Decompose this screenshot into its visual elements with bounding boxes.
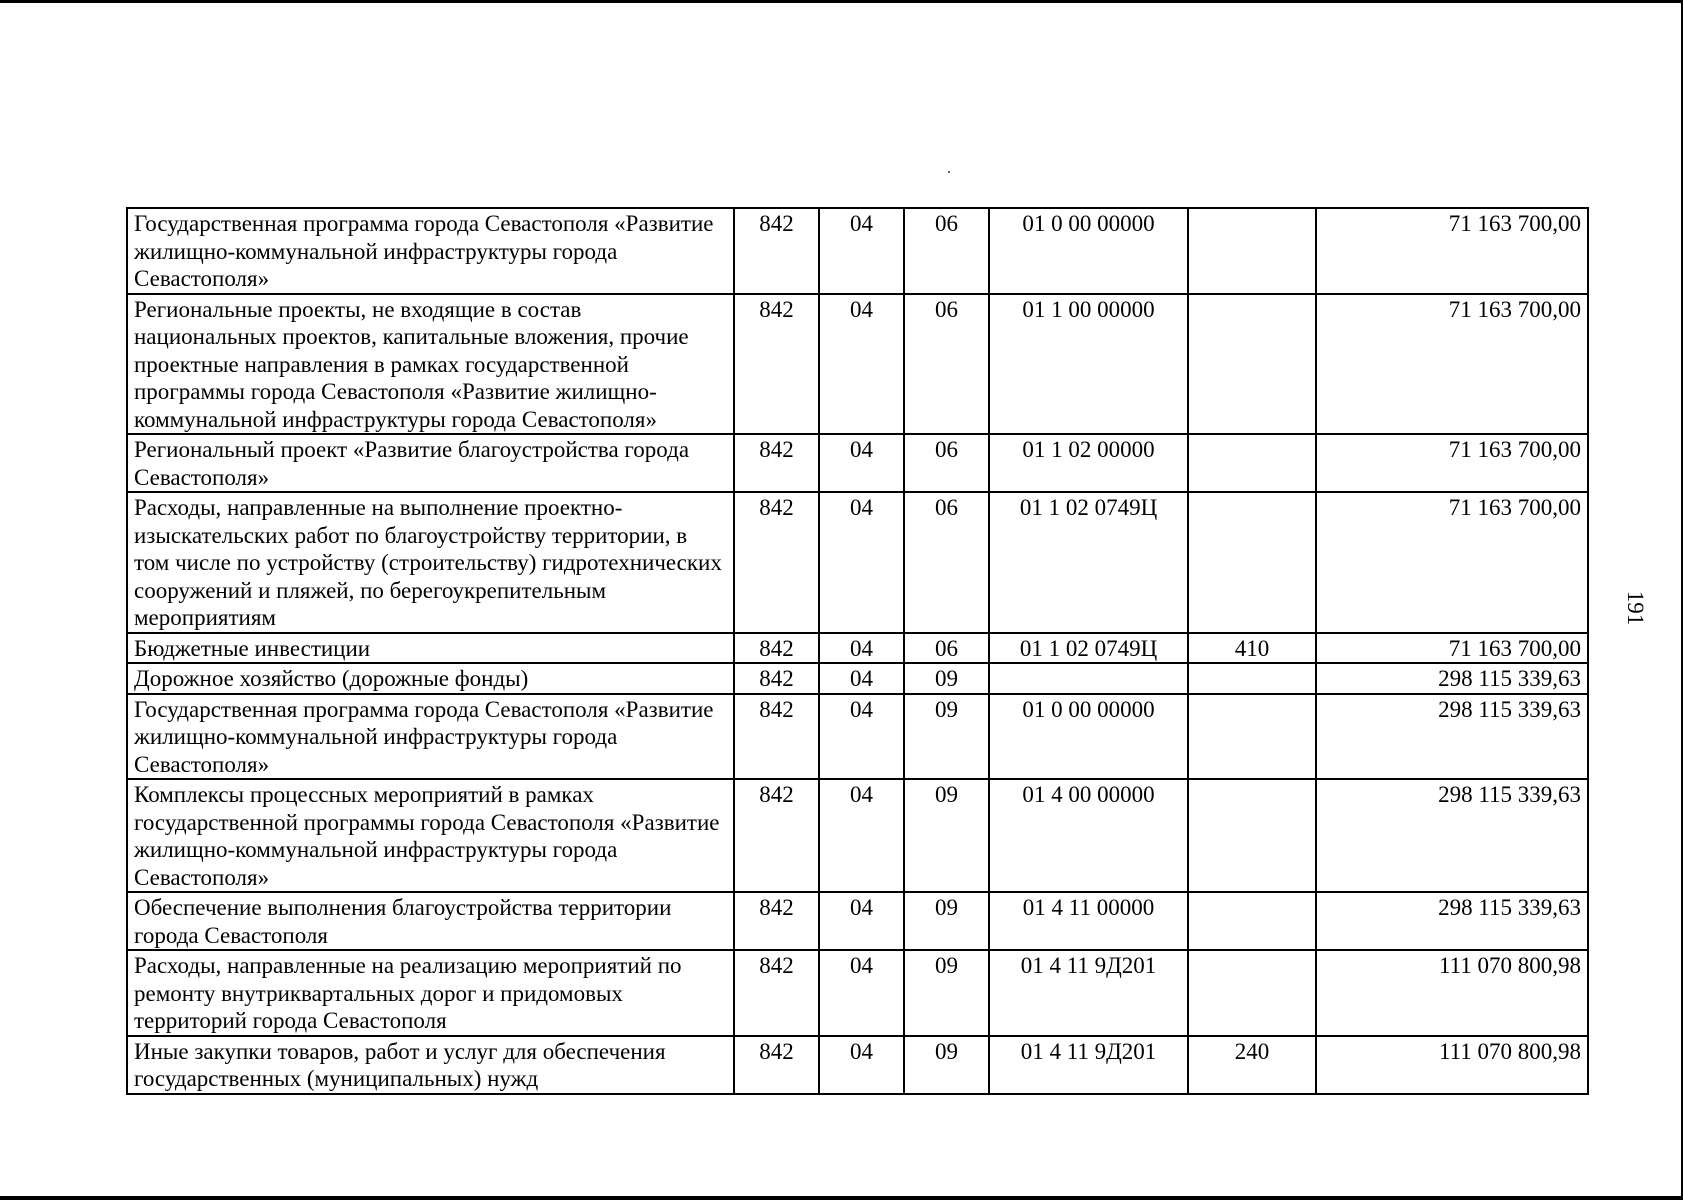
cell-grbs: 842 xyxy=(734,892,819,950)
cell-amount: 298 115 339,63 xyxy=(1316,694,1588,780)
cell-vr xyxy=(1188,779,1316,892)
table-row xyxy=(127,434,1588,492)
cell-subsection: 09 xyxy=(904,663,989,694)
cell-name: Обеспечение выполнения благоустройства территории города Севастополя xyxy=(127,892,734,950)
cell-vr xyxy=(1188,892,1316,950)
cell-name: Иные закупки товаров, работ и услуг для обеспечения государственных (муниципальных) нужд xyxy=(127,1036,734,1094)
cell-subsection: 09 xyxy=(904,1036,989,1094)
cell-subsection: 06 xyxy=(904,208,989,294)
cell-subsection: 06 xyxy=(904,434,989,492)
scan-speck xyxy=(948,171,950,173)
table-row xyxy=(127,779,1588,892)
table-row xyxy=(127,294,1588,435)
cell-csr: 01 1 02 0749Ц xyxy=(989,492,1188,633)
cell-vr xyxy=(1188,294,1316,435)
cell-amount: 71 163 700,00 xyxy=(1316,633,1588,664)
cell-section: 04 xyxy=(819,633,904,664)
cell-name: Государственная программа города Севастополя «Развитие жилищно-коммунальной инфраструктуры города Севастополя» xyxy=(127,208,734,294)
scan-border-top xyxy=(0,0,1683,3)
cell-name: Региональные проекты, не входящие в состав национальных проектов, капитальные вложения, прочие проектные направления в рамках государственной программы города Севастополя «Развитие жилищно-коммунальной инфраструктуры города Севастополя» xyxy=(127,294,734,435)
cell-grbs: 842 xyxy=(734,434,819,492)
cell-csr: 01 0 00 00000 xyxy=(989,694,1188,780)
cell-section: 04 xyxy=(819,208,904,294)
cell-grbs: 842 xyxy=(734,694,819,780)
cell-amount: 298 115 339,63 xyxy=(1316,892,1588,950)
cell-section: 04 xyxy=(819,434,904,492)
cell-section: 04 xyxy=(819,950,904,1036)
cell-amount: 71 163 700,00 xyxy=(1316,208,1588,294)
cell-csr: 01 1 02 00000 xyxy=(989,434,1188,492)
cell-grbs: 842 xyxy=(734,1036,819,1094)
table-row xyxy=(127,694,1588,780)
cell-grbs: 842 xyxy=(734,663,819,694)
table-row xyxy=(127,663,1588,694)
cell-csr: 01 0 00 00000 xyxy=(989,208,1188,294)
cell-vr: 410 xyxy=(1188,633,1316,664)
cell-section: 04 xyxy=(819,892,904,950)
cell-csr: 01 1 02 0749Ц xyxy=(989,633,1188,664)
cell-csr: 01 4 11 9Д201 xyxy=(989,1036,1188,1094)
cell-csr xyxy=(989,663,1188,694)
cell-subsection: 09 xyxy=(904,694,989,780)
cell-name: Региональный проект «Развитие благоустройства города Севастополя» xyxy=(127,434,734,492)
cell-grbs: 842 xyxy=(734,492,819,633)
cell-section: 04 xyxy=(819,663,904,694)
table-row xyxy=(127,950,1588,1036)
cell-name: Дорожное хозяйство (дорожные фонды) xyxy=(127,663,734,694)
cell-vr xyxy=(1188,434,1316,492)
cell-grbs: 842 xyxy=(734,779,819,892)
cell-grbs: 842 xyxy=(734,950,819,1036)
cell-amount: 298 115 339,63 xyxy=(1316,779,1588,892)
cell-vr xyxy=(1188,208,1316,294)
cell-section: 04 xyxy=(819,294,904,435)
cell-vr xyxy=(1188,950,1316,1036)
cell-name: Расходы, направленные на выполнение проектно-изыскательских работ по благоустройству территории, в том числе по устройству (строительству) гидротехнических сооружений и пляжей, по берегоукрепительным мероприятиям xyxy=(127,492,734,633)
cell-amount: 71 163 700,00 xyxy=(1316,492,1588,633)
cell-name: Государственная программа города Севастополя «Развитие жилищно-коммунальной инфраструктуры города Севастополя» xyxy=(127,694,734,780)
cell-vr xyxy=(1188,492,1316,633)
cell-subsection: 06 xyxy=(904,492,989,633)
table-row xyxy=(127,633,1588,664)
cell-section: 04 xyxy=(819,1036,904,1094)
cell-name: Расходы, направленные на реализацию мероприятий по ремонту внутриквартальных дорог и придомовых территорий города Севастополя xyxy=(127,950,734,1036)
cell-amount: 111 070 800,98 xyxy=(1316,950,1588,1036)
cell-section: 04 xyxy=(819,694,904,780)
cell-section: 04 xyxy=(819,779,904,892)
cell-name: Бюджетные инвестиции xyxy=(127,633,734,664)
cell-grbs: 842 xyxy=(734,208,819,294)
budget-table xyxy=(126,207,1589,1095)
cell-csr: 01 1 00 00000 xyxy=(989,294,1188,435)
cell-section: 04 xyxy=(819,492,904,633)
table-row xyxy=(127,208,1588,294)
cell-amount: 71 163 700,00 xyxy=(1316,294,1588,435)
cell-grbs: 842 xyxy=(734,294,819,435)
cell-subsection: 09 xyxy=(904,779,989,892)
cell-csr: 01 4 00 00000 xyxy=(989,779,1188,892)
cell-csr: 01 4 11 9Д201 xyxy=(989,950,1188,1036)
cell-amount: 111 070 800,98 xyxy=(1316,1036,1588,1094)
cell-amount: 71 163 700,00 xyxy=(1316,434,1588,492)
cell-vr xyxy=(1188,663,1316,694)
table-row xyxy=(127,892,1588,950)
cell-subsection: 06 xyxy=(904,633,989,664)
table-row xyxy=(127,492,1588,633)
cell-vr xyxy=(1188,694,1316,780)
cell-amount: 298 115 339,63 xyxy=(1316,663,1588,694)
cell-csr: 01 4 11 00000 xyxy=(989,892,1188,950)
scan-border-bottom xyxy=(0,1196,1683,1200)
cell-vr: 240 xyxy=(1188,1036,1316,1094)
cell-subsection: 09 xyxy=(904,950,989,1036)
table-row xyxy=(127,1036,1588,1094)
cell-grbs: 842 xyxy=(734,633,819,664)
cell-name: Комплексы процессных мероприятий в рамках государственной программы города Севастополя «Развитие жилищно-коммунальной инфраструктуры города Севастополя» xyxy=(127,779,734,892)
cell-subsection: 06 xyxy=(904,294,989,435)
cell-subsection: 09 xyxy=(904,892,989,950)
page-number: 191 xyxy=(1623,590,1648,626)
